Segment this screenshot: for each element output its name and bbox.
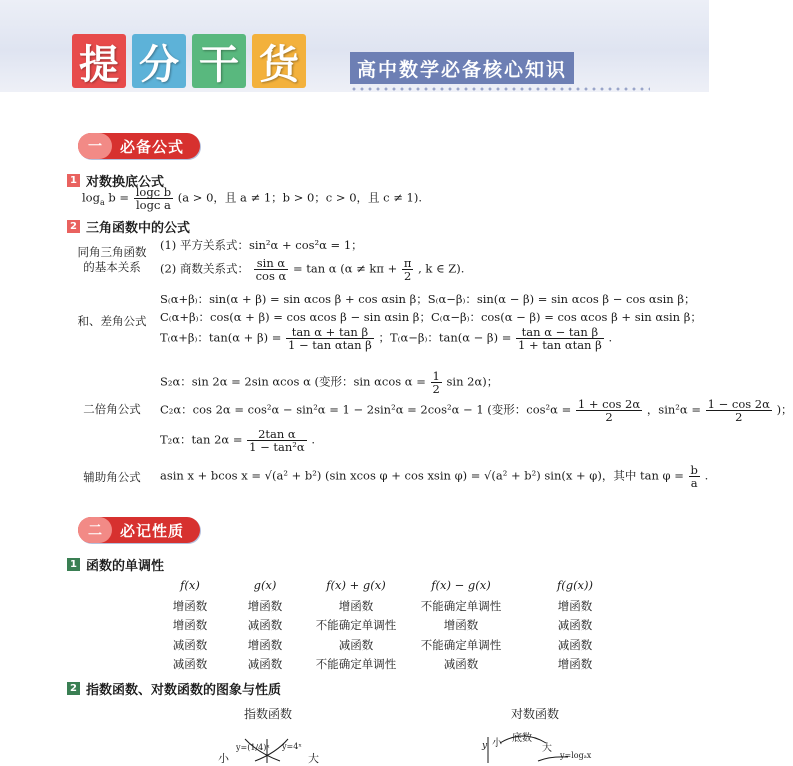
col-header-sum: f(x) + g(x) <box>326 578 386 592</box>
subsection-explog-title: 指数函数、对数函数的图象与性质 <box>86 683 282 698</box>
table-cell: 增函数 <box>172 618 208 633</box>
table-cell: 减函数 <box>247 657 283 672</box>
section-2-number: 二 <box>78 517 112 543</box>
col-header-g: g(x) <box>253 578 277 592</box>
exp-curve2-label: y=4ˣ <box>282 742 302 751</box>
exp-graph-svg <box>210 735 340 763</box>
exp-big-label: 大 <box>308 752 319 765</box>
sin-sum-diff: S₍α+β₎：sin(α + β) = sin αcos β + cos αsin β；S₍α−β₎：sin(α − β) = sin αcos β − cos αsin β； <box>160 292 696 306</box>
subsection-log-number: 1 <box>67 174 80 187</box>
same-angle-label: 同角三角函数 的基本关系 <box>77 245 147 274</box>
aux-angle-label: 辅助角公式 <box>83 470 141 484</box>
table-cell: 不能确定单调性 <box>420 637 502 652</box>
subsection-trig-heading <box>67 217 190 236</box>
title-tile-3: 干 <box>192 34 246 88</box>
table-header-row <box>160 574 630 596</box>
log-base-label: 底数 <box>512 733 532 744</box>
section-1-heading <box>78 133 200 159</box>
table-cell: 不能确定单调性 <box>315 657 397 672</box>
log-change-formula: $\log_a b$ = $\frac{\text{logᴄ b}}{\text{logᴄ a}}$ (a > 0，且 a ≠ 1；b > 0；c > 0，且 c ≠ 1). <box>82 185 423 212</box>
col-header-composite: f(g(x)) <box>556 578 594 592</box>
square-relation: (1) 平方关系式：sin²α + cos²α = 1； <box>160 238 363 252</box>
table-cell: 增函数 <box>557 598 593 613</box>
exp-graph-title: 指数函数 <box>244 707 293 721</box>
table-cell: 减函数 <box>172 637 208 652</box>
table-cell: 增函数 <box>247 637 283 652</box>
col-header-f: f(x) <box>180 578 200 592</box>
tan-double: T₂α：tan 2α = $\frac{\text{2tan α}}{\text{1 − tan²α}}$ . <box>160 427 315 454</box>
log-graph <box>478 727 598 763</box>
table-cell: 不能确定单调性 <box>420 598 502 613</box>
quotient-relation: (2) 商数关系式： $\frac{\text{sin α}}{\text{cos α}}$ = tan α (α ≠ kπ + $\frac{\pi}{2}$ , k ∈ Z). <box>160 256 465 283</box>
banner-subtitle: 高中数学必备核心知识 <box>350 52 574 84</box>
subsection-mono-title: 函数的单调性 <box>86 559 165 574</box>
monotonicity-table <box>160 574 630 674</box>
log-graph-title: 对数函数 <box>511 707 560 721</box>
table-cell: 增函数 <box>247 598 283 613</box>
cos-double: C₂α：cos 2α = cos²α − sin²α = 1 − 2sin²α = 2cos²α − 1 (变形：cos²α = $\frac{1 + \cos 2\alpha}{2}$ ，sin²α = $\frac{1 - \cos 2\alpha}{2}$ )； <box>160 397 793 424</box>
col-header-diff: f(x) − g(x) <box>431 578 491 592</box>
section-1-title: 必备公式 <box>120 137 185 156</box>
subsection-mono-number: 1 <box>67 558 80 571</box>
table-cell: 增函数 <box>172 598 208 613</box>
table-row <box>160 596 630 616</box>
table-cell: 减函数 <box>443 657 479 672</box>
title-tile-4: 货 <box>252 34 306 88</box>
log-curve-label: y=logₐx <box>560 751 592 760</box>
cos-sum-diff: C₍α+β₎：cos(α + β) = cos αcos β − sin αsin β；C₍α−β₎：cos(α − β) = cos αcos β + sin αsin β； <box>160 310 702 324</box>
log-big-label: 大 <box>542 743 552 754</box>
exp-graph <box>210 735 340 763</box>
table-cell: 减函数 <box>557 618 593 633</box>
aux-angle-formula: asin x + bcos x = √(a² + b²) (sin xcos φ + cos xsin φ) = √(a² + b²) sin(x + φ)，其中 tan φ = $\frac{b}{a}$ . <box>160 463 709 490</box>
table-cell: 不能确定单调性 <box>315 618 397 633</box>
section-2-heading <box>78 517 200 543</box>
sum-diff-label: 和、差角公式 <box>77 314 147 328</box>
section-2-title: 必记性质 <box>120 521 185 540</box>
subsection-explog-heading <box>67 679 281 698</box>
exp-small-label: 小 <box>218 752 229 765</box>
subsection-trig-title: 三角函数中的公式 <box>86 221 191 236</box>
title-tiles <box>72 34 306 88</box>
subsection-trig-number: 2 <box>67 220 80 233</box>
exp-curve1-label: y=(1/4)ˣ <box>236 743 270 752</box>
table-row <box>160 616 630 636</box>
table-cell: 减函数 <box>172 657 208 672</box>
table-row <box>160 655 630 675</box>
banner-dots <box>350 87 650 91</box>
subsection-mono-heading <box>67 555 164 574</box>
title-tile-1: 提 <box>72 34 126 88</box>
table-cell: 减函数 <box>338 637 374 652</box>
table-cell: 增函数 <box>443 618 479 633</box>
title-tile-2: 分 <box>132 34 186 88</box>
subsection-log-title: 对数换底公式 <box>86 175 165 190</box>
table-cell: 减函数 <box>247 618 283 633</box>
header-banner <box>0 0 709 92</box>
tan-sum-diff: T₍α+β₎：tan(α + β) = $\frac{\text{tan α + tan β}}{\text{1 − tan αtan β}}$ ；T₍α−β₎：tan(α − β) = $\frac{\text{tan α − tan β}}{\text{1 + tan αtan β}}$ . <box>160 325 613 352</box>
sin-double: S₂α：sin 2α = 2sin αcos α (变形：sin αcos α = $\frac{1}{2}$ sin 2α)； <box>160 369 499 396</box>
table-cell: 减函数 <box>557 637 593 652</box>
table-cell: 增函数 <box>557 657 593 672</box>
log-axis-label: y <box>482 741 488 751</box>
table-cell: 增函数 <box>338 598 374 613</box>
section-1-number: 一 <box>78 133 112 159</box>
table-row <box>160 635 630 655</box>
log-small-label: 小 <box>492 738 502 749</box>
double-angle-label: 二倍角公式 <box>83 402 141 416</box>
subsection-explog-number: 2 <box>67 682 80 695</box>
